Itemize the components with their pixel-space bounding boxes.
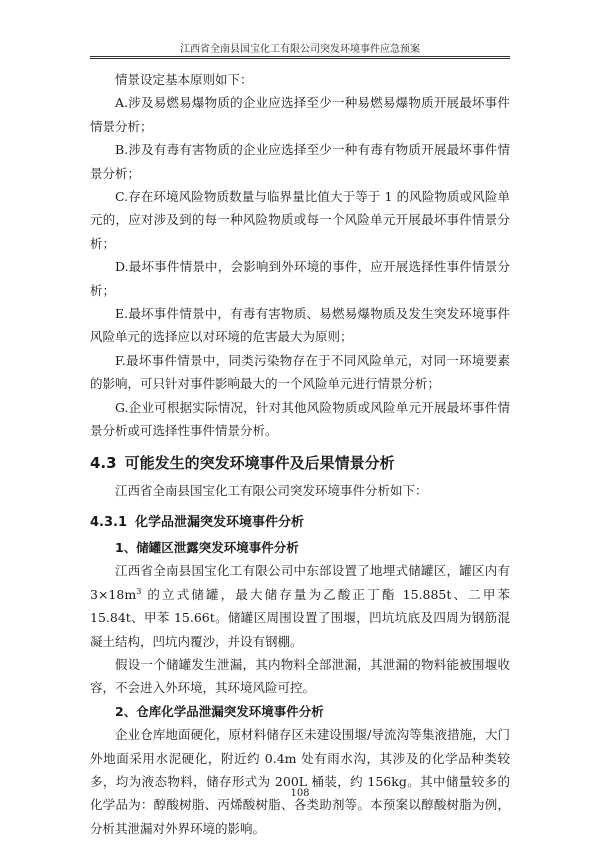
paragraph: F.最坏事件情景中，同类污染物存在于不同风险单元，对同一环境要素的影响，可只针对事件影响最大的一个风险单元进行情景分析； <box>90 352 510 392</box>
page-content <box>90 68 510 840</box>
item-heading: 1、储罐区泄露突发环境事件分析 <box>115 539 299 555</box>
text-run: 江西省全南县国宝化工有限公司中东部设置了地埋式储罐区，罐区内有 3×18m <box>90 563 510 602</box>
subsection-title: 化学品泄漏突发环境事件分析 <box>135 514 305 530</box>
section-number: 4.3 <box>90 453 117 472</box>
page-header: 江西省全南县国宝化工有限公司突发环境事件应急预案 <box>180 44 420 55</box>
paragraph: 江西省全南县国宝化工有限公司突发环境事件分析如下： <box>115 482 428 498</box>
paragraph: 企业仓库地面硬化，原材料储存区未建设围堰/导流沟等集液措施，大门外地面采用水泥硬化，附近约 0.4m 处有雨水沟，其涉及的化学品种类较多，均为液态物料，储存形式为 200L 桶装，约 156kg。其中储量较多的化学品为：醇酸树脂、丙烯酸树脂、各类助剂等。本预案以醇酸树脂为例，分析其泄漏对外界环境的影响。 <box>90 727 510 836</box>
item-heading: 2、仓库化学品泄漏突发环境事件分析 <box>115 703 324 719</box>
header-rule <box>90 56 510 57</box>
superscript: 3 <box>136 586 142 596</box>
paragraph: G.企业可根据实际情况，针对其他风险物质或风险单元开展最坏事件情景分析或可选择性事件情景分析。 <box>90 399 510 439</box>
page-number: 108 <box>290 788 310 799</box>
subsection-heading <box>90 512 510 534</box>
paragraph: B.涉及有毒有害物质的企业应选择至少一种有毒有物质开展最坏事件情景分析； <box>90 142 510 181</box>
header-rule <box>90 58 510 59</box>
paragraph <box>90 559 510 653</box>
section-title: 可能发生的突发环境事件及后果情景分析 <box>124 453 395 472</box>
paragraph: C.存在环境风险物质数量与临界量比值大于等于 1 的风险物质或风险单元的，应对涉及到的每一种风险物质或每一个风险单元开展最坏事件情景分析； <box>90 189 510 251</box>
paragraph: 假设一个储罐发生泄漏，其内物料全部泄漏，其泄漏的物料能被围堰收容，不会进入外环境，其环境风险可控。 <box>90 656 510 696</box>
paragraph: A.涉及易燃易爆物质的企业应选择至少一种易燃易爆物质开展最坏事件情景分析； <box>90 95 510 134</box>
paragraph: D.最坏事件情景中，会影响到外环境的事件，应开展选择性事件情景分析； <box>90 259 510 298</box>
text-run: 的立式储罐，最大储存量为乙酸正丁酯 15.885t、二甲苯 15.84t、甲苯 15.66t。储罐区周围设置了围堰，凹坑坑底及四周为钢筋混凝土结构，凹坑内覆沙，并设有钢棚。 <box>90 586 510 649</box>
subsection-number: 4.3.1 <box>90 514 128 530</box>
paragraph: E.最坏事件情景中，有毒有害物质、易燃易爆物质及发生突发环境事件风险单元的选择应以对环境的危害最大为原则； <box>90 306 510 345</box>
section-heading <box>90 451 510 475</box>
paragraph: 情景设定基本原则如下： <box>115 72 253 87</box>
